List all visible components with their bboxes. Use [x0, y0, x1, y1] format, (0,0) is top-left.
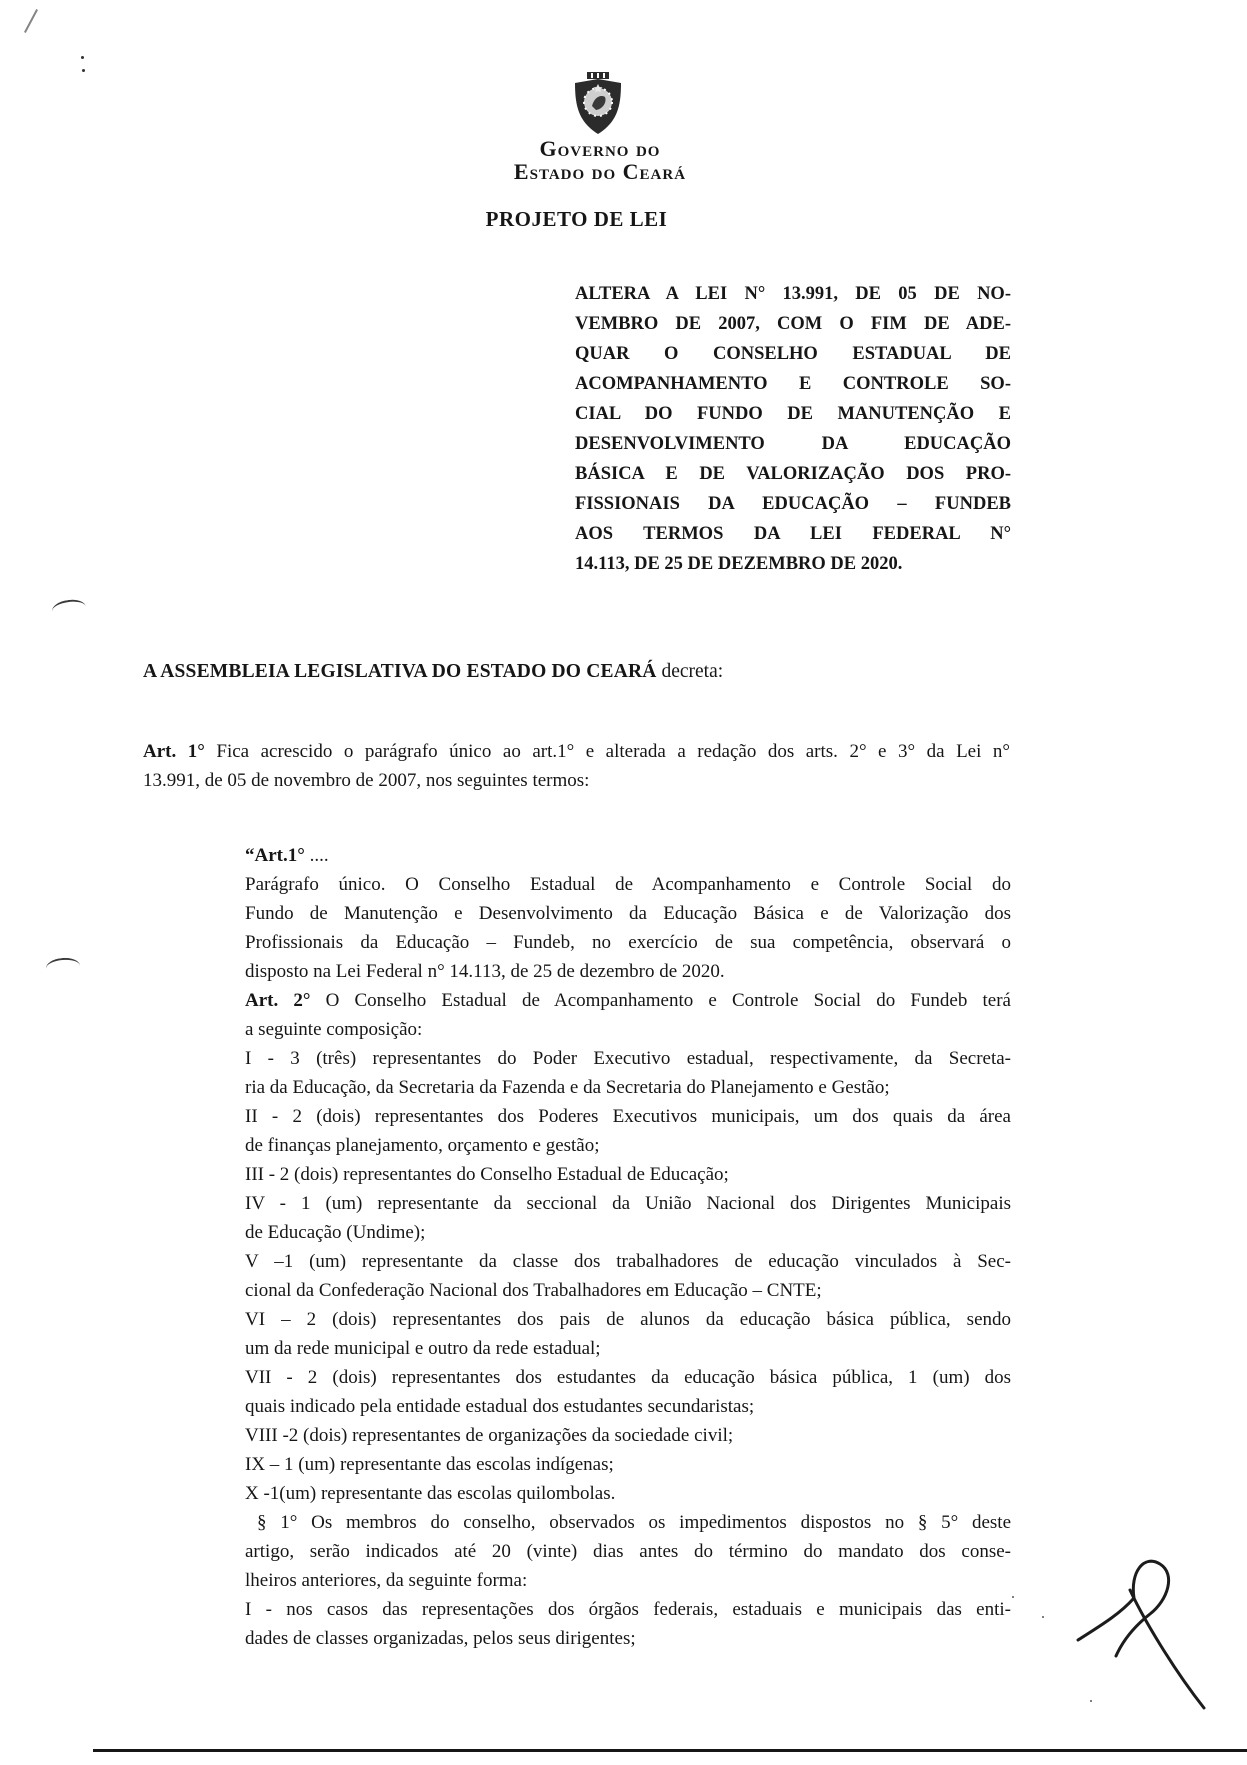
text-line: QUAR O CONSELHO ESTADUAL DE	[575, 344, 1011, 364]
text-line: DESENVOLVIMENTO DA EDUCAÇÃO	[575, 434, 1011, 454]
footer-rule	[93, 1749, 1247, 1752]
text-line: dades de classes organizadas, pelos seus dirigentes;	[245, 1628, 636, 1649]
text-line: IV - 1 (um) representante da seccional da União Nacional dos Dirigentes Municipais	[245, 1193, 1011, 1214]
text-line: 13.991, de 05 de novembro de 2007, nos seguintes termos:	[143, 770, 590, 791]
text-line: II - 2 (dois) representantes dos Poderes Executivos municipais, um dos quais da área	[245, 1106, 1011, 1127]
text-line: “Art.1° ....	[245, 845, 329, 866]
text-line: Profissionais da Educação – Fundeb, no exercício de sua competência, observará o	[245, 932, 1011, 953]
text-line: VIII -2 (dois) representantes de organizações da sociedade civil;	[245, 1425, 734, 1446]
text-line: Art. 2° O Conselho Estadual de Acompanhamento e Controle Social do Fundeb terá	[245, 990, 1011, 1011]
text-line: Parágrafo único. O Conselho Estadual de Acompanhamento e Controle Social do	[245, 874, 1011, 895]
text-line: Fundo de Manutenção e Desenvolvimento da Educação Básica e de Valorização dos	[245, 903, 1011, 924]
preamble-bold: A ASSEMBLEIA LEGISLATIVA DO ESTADO DO CEARÁ	[143, 661, 657, 682]
text-line: Art. 1° Fica acrescido o parágrafo único ao art.1° e alterada a redação dos arts. 2° e 3° da Lei n°	[143, 741, 1010, 762]
text-line: I - 3 (três) representantes do Poder Executivo estadual, respectivamente, da Secreta-	[245, 1048, 1011, 1069]
scan-artifact-dot	[82, 69, 85, 72]
text-line: 14.113, DE 25 DE DEZEMBRO DE 2020.	[575, 554, 903, 574]
quoted-articles-block	[245, 841, 1011, 1653]
article-1-paragraph	[143, 737, 1010, 795]
text-line: ALTERA A LEI N° 13.991, DE 05 DE NO-	[575, 284, 1011, 304]
org-name-line1: Governo do	[539, 136, 661, 161]
text-line: de Educação (Undime);	[245, 1222, 426, 1243]
text-line: VII - 2 (dois) representantes dos estudantes da educação básica pública, 1 (um) dos	[245, 1367, 1011, 1388]
text-line: VI – 2 (dois) representantes dos pais de alunos da educação básica pública, sendo	[245, 1309, 1011, 1330]
text-line: um da rede municipal e outro da rede estadual;	[245, 1338, 601, 1359]
text-line: CIAL DO FUNDO DE MANUTENÇÃO E	[575, 404, 1011, 424]
scan-artifact-dot	[81, 56, 84, 59]
ementa-block	[575, 279, 1011, 579]
text-line: IX – 1 (um) representante das escolas indígenas;	[245, 1454, 614, 1475]
text-line: AOS TERMOS DA LEI FEDERAL N°	[575, 524, 1011, 544]
text-line: disposto na Lei Federal n° 14.113, de 25 de dezembro de 2020.	[245, 961, 725, 982]
signature-scribble-icon	[1072, 1558, 1234, 1726]
text-line: § 1° Os membros do conselho, observados os impedimentos dispostos no § 5° deste	[257, 1512, 1011, 1533]
coat-of-arms-icon	[568, 72, 628, 136]
scan-artifact-dot	[1042, 1616, 1044, 1618]
text-line: V –1 (um) representante da classe dos trabalhadores de educação vinculados à Sec-	[245, 1251, 1011, 1272]
scan-artifact-slash	[24, 9, 38, 33]
text-line: ria da Educação, da Secretaria da Fazenda e da Secretaria do Planejamento e Gestão;	[245, 1077, 890, 1098]
text-line: I - nos casos das representações dos órgãos federais, estaduais e municipais das enti-	[245, 1599, 1011, 1620]
text-line: quais indicado pela entidade estadual dos estudantes secundaristas;	[245, 1396, 755, 1417]
text-line: de finanças planejamento, orçamento e gestão;	[245, 1135, 600, 1156]
text-line: cional da Confederação Nacional dos Trabalhadores em Educação – CNTE;	[245, 1280, 822, 1301]
text-line: VEMBRO DE 2007, COM O FIM DE ADE-	[575, 314, 1011, 334]
scan-artifact-dot	[1090, 1700, 1092, 1702]
org-name-line2: Estado do Ceará	[513, 159, 687, 184]
text-line: artigo, serão indicados até 20 (vinte) dias antes do término do mandato dos conse-	[245, 1541, 1011, 1562]
text-line: III - 2 (dois) representantes do Conselho Estadual de Educação;	[245, 1164, 729, 1185]
text-line: lheiros anteriores, da seguinte forma:	[245, 1570, 528, 1591]
text-line: X -1(um) representante das escolas quilombolas.	[245, 1483, 616, 1504]
document-title: PROJETO DE LEI	[485, 207, 668, 231]
scan-artifact-dot	[1012, 1596, 1014, 1598]
text-line: BÁSICA E DE VALORIZAÇÃO DOS PRO-	[575, 464, 1011, 484]
text-line: FISSIONAIS DA EDUCAÇÃO – FUNDEB	[575, 494, 1011, 514]
text-line: a seguinte composição:	[245, 1019, 423, 1040]
text-line: ACOMPANHAMENTO E CONTROLE SO-	[575, 374, 1011, 394]
margin-pen-mark	[45, 957, 80, 978]
preamble	[143, 661, 1010, 683]
preamble-rest: decreta:	[656, 661, 724, 682]
margin-pen-mark	[51, 598, 87, 621]
